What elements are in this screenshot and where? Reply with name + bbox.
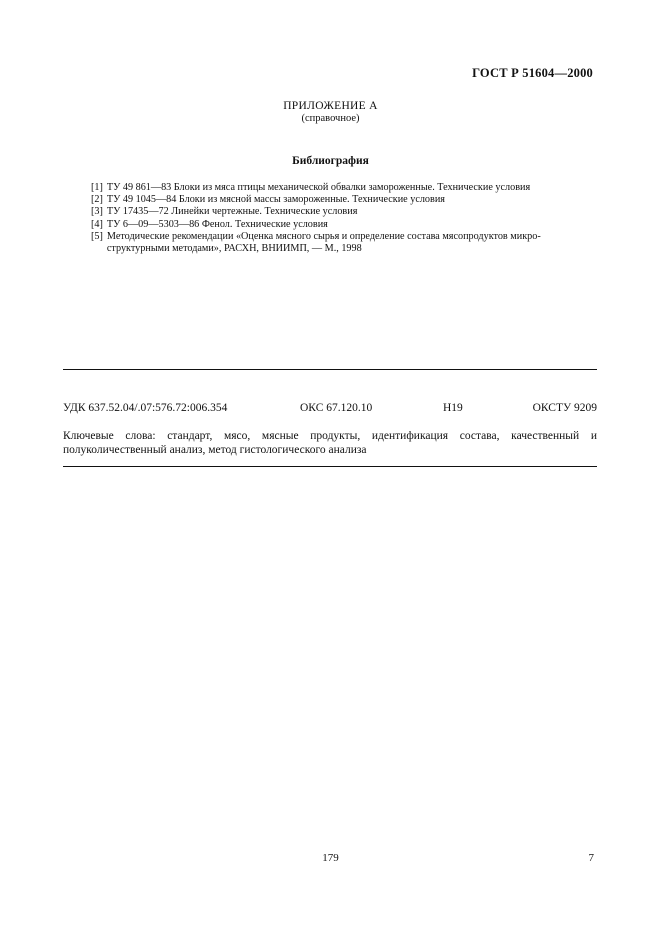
bibliography-title: Библиография — [292, 155, 369, 167]
okstu-code: ОКСТУ 9209 — [532, 402, 597, 414]
bibliography-item-text: ТУ 6—09—5303—86 Фенол. Технические условия — [106, 218, 328, 230]
bibliography-item-number: [5] — [91, 230, 103, 242]
standard-code: ГОСТ Р 51604—2000 — [472, 66, 593, 80]
keywords-line-1: Ключевые слова: стандарт, мясо, мясные продукты, идентификация состава, качественный и — [63, 430, 597, 442]
bibliography-item-number: [4] — [91, 218, 103, 230]
keywords — [63, 429, 597, 457]
appendix-subtitle: (справочное) — [301, 113, 360, 124]
page-number-right: 7 — [588, 852, 594, 864]
bibliography-item-number: [3] — [91, 206, 103, 218]
bibliography-item-text: ТУ 49 1045—84 Блоки из мясной массы замороженные. Технические условия — [106, 194, 445, 206]
bibliography-item — [91, 219, 599, 231]
bibliography-item-number: [1] — [91, 182, 103, 193]
keywords-line-2: полуколичественный анализ, метод гистологического анализа — [63, 444, 367, 456]
oks-code: ОКС 67.120.10 — [300, 402, 373, 414]
bibliography-item-number: [2] — [91, 194, 103, 206]
bibliography-list — [91, 182, 599, 255]
page-number-center: 179 — [322, 852, 339, 864]
bibliography-item-text: ТУ 49 861—83 Блоки из мяса птицы механической обвалки замороженные. Технические условия — [106, 182, 531, 193]
h-code: Н19 — [443, 402, 463, 414]
bibliography-item-text: ТУ 17435—72 Линейки чертежные. Технические условия — [106, 206, 358, 218]
bibliography-item-text: Методические рекомендации «Оценка мясного сырья и определение состава мясопродуктов микро-структурными методами», РАСХН, ВНИИМП, — М., 1998 — [106, 230, 541, 255]
appendix-title: ПРИЛОЖЕНИЕ А — [283, 100, 378, 112]
bibliography-item — [91, 182, 599, 194]
top-divider — [63, 369, 597, 370]
udk-code: УДК 637.52.04/.07:576.72:006.354 — [63, 402, 228, 414]
bibliography-item — [91, 194, 599, 206]
bibliography-item — [91, 231, 599, 255]
bibliography-item — [91, 206, 599, 218]
bottom-divider — [63, 466, 597, 467]
classification-row — [63, 402, 597, 416]
